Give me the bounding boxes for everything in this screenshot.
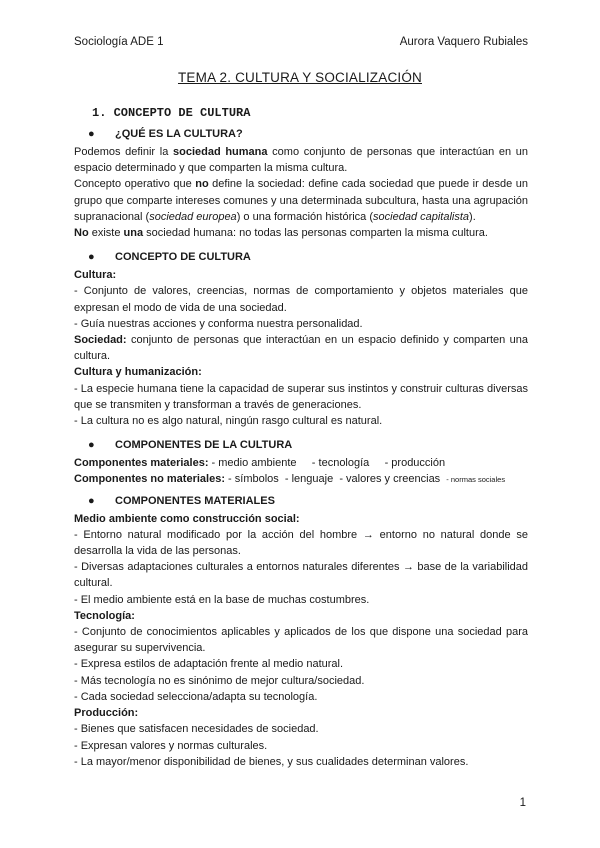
bullet-label: ¿QUÉ ES LA CULTURA? bbox=[115, 128, 243, 140]
page-header bbox=[74, 36, 528, 48]
section-heading: 1. CONCEPTO DE CULTURA bbox=[92, 106, 251, 120]
bullet-heading-componentes bbox=[74, 437, 528, 453]
subheading: Tecnología: bbox=[74, 609, 135, 622]
subheading: Medio ambiente como construcción social: bbox=[74, 512, 300, 525]
bullet-icon: ● bbox=[88, 494, 95, 507]
paragraph: Componentes no materiales: - símbolos - lenguaje - valores y creencias - normas sociales bbox=[74, 473, 506, 486]
bullet-label: COMPONENTES DE LA CULTURA bbox=[115, 439, 293, 452]
bullet-icon: ● bbox=[88, 251, 95, 264]
paragraph: - Guía nuestras acciones y conforma nuestra personalidad. bbox=[74, 317, 363, 330]
paragraph: - Más tecnología no es sinónimo de mejor cultura/sociedad. bbox=[74, 674, 365, 687]
header-author: Aurora Vaquero Rubiales bbox=[399, 36, 528, 48]
paragraph: - La cultura no es algo natural, ningún rasgo cultural es natural. bbox=[74, 415, 383, 428]
paragraph: - Diversas adaptaciones culturales a entornos naturales diferentes → base de la variabilidad cultural. bbox=[74, 561, 528, 590]
paragraph: - Expresan valores y normas culturales. bbox=[74, 739, 268, 752]
paragraph: - Conjunto de conocimientos aplicables y aplicados de los que dispone una sociedad para asegurar su supervivencia. bbox=[74, 626, 528, 655]
bullet-heading-componentes-materiales bbox=[74, 493, 528, 509]
paragraph: Concepto operativo que no define la sociedad: define cada sociedad que puede ir desde un grupo que comparte intereses comunes y una determinada subcultura, hasta una agrupación supranacional (sociedad europea) o una formación histórica (sociedad capitalista). bbox=[74, 178, 528, 223]
subheading: Cultura: bbox=[74, 269, 117, 282]
bullet-icon: ● bbox=[88, 128, 95, 140]
bullet-heading-concepto-cultura bbox=[74, 249, 528, 265]
paragraph: - Expresa estilos de adaptación frente al medio natural. bbox=[74, 658, 344, 671]
document-title: TEMA 2. CULTURA Y SOCIALIZACIÓN bbox=[177, 70, 422, 85]
paragraph: - Conjunto de valores, creencias, normas de comportamiento y objetos materiales que expresan el modo de vida de una sociedad. bbox=[74, 285, 528, 314]
bullet-label: CONCEPTO DE CULTURA bbox=[115, 251, 251, 264]
bullet-label: COMPONENTES MATERIALES bbox=[115, 494, 275, 507]
subheading: Producción: bbox=[74, 707, 139, 720]
paragraph: - Cada sociedad selecciona/adapta su tecnología. bbox=[74, 690, 318, 703]
header-course: Sociología ADE 1 bbox=[74, 36, 164, 48]
paragraph: No existe una sociedad humana: no todas las personas comparten la misma cultura. bbox=[74, 227, 488, 240]
paragraph: Componentes materiales: - medio ambiente - tecnología - producción bbox=[74, 457, 446, 470]
paragraph: Podemos definir la sociedad humana como conjunto de personas que interactúan en un espacio determinado y que comparten la misma cultura. bbox=[74, 146, 529, 175]
page-number: 1 bbox=[519, 797, 526, 809]
document-body bbox=[74, 104, 528, 770]
paragraph: - Entorno natural modificado por la acción del hombre → entorno no natural donde se desarrolla la vida de las personas. bbox=[74, 528, 528, 558]
bullet-heading-que-es-cultura bbox=[74, 126, 528, 142]
paragraph: - Bienes que satisfacen necesidades de sociedad. bbox=[74, 723, 319, 736]
bullet-icon: ● bbox=[88, 439, 95, 452]
paragraph: - El medio ambiente está en la base de muchas costumbres. bbox=[74, 593, 370, 606]
paragraph: - La especie humana tiene la capacidad de superar sus instintos y construir culturas diversas que se transmiten y transforman a través de generaciones. bbox=[74, 382, 528, 411]
paragraph: Sociedad: conjunto de personas que interactúan en un espacio definido y comparten una cultura. bbox=[74, 334, 528, 363]
subheading: Cultura y humanización: bbox=[74, 366, 202, 379]
paragraph: - La mayor/menor disponibilidad de bienes, y sus cualidades determinan valores. bbox=[74, 755, 469, 768]
